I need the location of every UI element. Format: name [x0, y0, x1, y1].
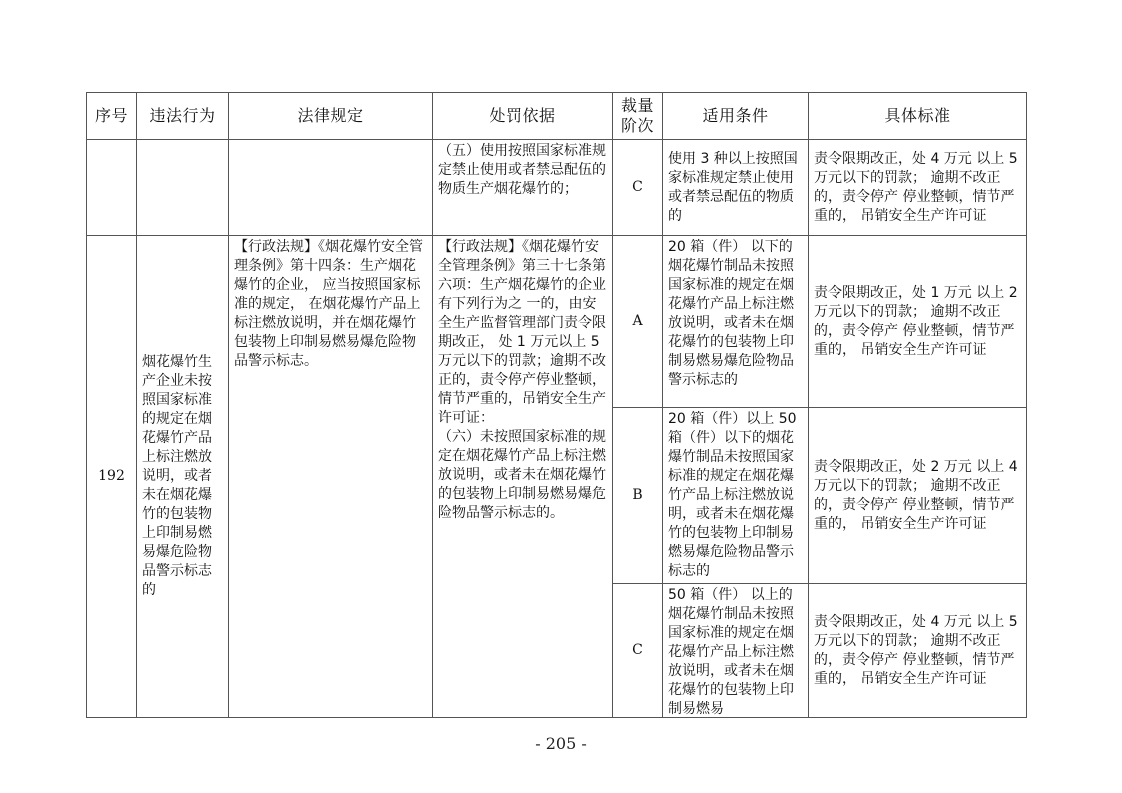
standard-b-text: 责令限期改正，处 2 万元 以上 4 万元以下的罚款； 逾期不改正的，责令停产 停业整顿，情节严重的， 吊销安全生产许可证 — [814, 458, 1023, 532]
standard-c-text: 责令限期改正，处 4 万元 以上 5 万元以下的罚款； 逾期不改正的，责令停产 停业整顿，情节严重的， 吊销安全生产许可证 — [814, 613, 1023, 687]
cell-condition-a — [663, 236, 809, 408]
law-text: 【行政法规】《烟花爆竹安全管理条例》第十四条：生产烟花爆竹的企业， 应当按照国家标准的规定， 在烟花爆竹产品上标注燃放说明，并在烟花爆竹包装物上印制易燃易爆危险物品警示标志。 — [234, 239, 423, 369]
header-standard: 具体标准 — [809, 93, 1027, 140]
cell-condition-continued — [663, 140, 809, 236]
cell-penalty-continued — [433, 140, 613, 236]
penalty-text: 【行政法规】《烟花爆竹安全管理条例》第三十七条第六项：生产烟花爆竹的企业有下列行为之 一的，由安全生产监督管理部门责令限期改正， 处 1 万元以上 5 万元以下的罚款；逾期不改正的，责令停产停业整顿，情节严重的，吊销安全生产许可证： （六）未按照国家标准的规定在烟花爆竹产品上标注燃放说明，或者未在烟花爆竹的包装物上印制易燃易爆危险物品警示标志的。 — [438, 239, 606, 521]
header-level: 裁量 阶次 — [613, 93, 663, 140]
penalty-continued-text: （五）使用按照国家标准规定禁止使用或者禁忌配伍的物质生产烟花爆竹的； — [438, 143, 606, 197]
cell-level-continued: C — [613, 140, 663, 236]
header-condition: 适用条件 — [663, 93, 809, 140]
cell-violation-empty — [137, 140, 229, 236]
standard-continued-text: 责令限期改正，处 4 万元 以上 5 万元以下的罚款； 逾期不改正的，责令停产 停业整顿，情节严重的， 吊销安全生产许可证 — [814, 150, 1023, 224]
cell-standard-c — [809, 584, 1027, 718]
condition-b-text: 20 箱（件）以上 50 箱（件）以下的烟花爆竹制品未按照国家标准的规定在烟花爆竹产品上标注燃放说明，或者未在烟花爆竹的包装物上印制易燃易爆危险物品警示标志的 — [668, 411, 801, 579]
violation-text: 烟花爆竹生产企业未按照国家标准的规定在烟花爆竹产品上标注燃放说明，或者未在烟花爆竹的包装物上印制易燃易爆危险物品警示标志的 — [142, 354, 212, 598]
header-penalty: 处罚依据 — [433, 93, 613, 140]
condition-continued-text: 使用 3 种以上按照国家标准规定禁止使用或者禁忌配伍的物质的 — [668, 150, 798, 224]
cell-level-a: A — [613, 236, 663, 408]
cell-condition-b — [663, 408, 809, 584]
cell-violation — [137, 236, 229, 718]
penalty-standards-table — [86, 92, 1027, 718]
table-header-row — [87, 93, 1027, 140]
table-row-tier-a — [87, 236, 1027, 408]
header-seq: 序号 — [87, 93, 137, 140]
condition-c-text: 50 箱（件） 以上的烟花爆竹制品未按照国家标准的规定在烟花爆竹产品上标注燃放说明，或者未在烟花爆竹的包装物上印制易燃易 — [668, 587, 794, 717]
page-number: - 205 - — [535, 734, 587, 753]
cell-seq-empty — [87, 140, 137, 236]
cell-level-c: C — [613, 584, 663, 718]
cell-penalty — [433, 236, 613, 718]
header-violation: 违法行为 — [137, 93, 229, 140]
cell-seq: 192 — [87, 236, 137, 718]
cell-law-empty — [229, 140, 433, 236]
cell-standard-a — [809, 236, 1027, 408]
condition-a-text: 20 箱（件） 以下的烟花爆竹制品未按照国家标准的规定在烟花爆竹产品上标注燃放说明，或者未在烟花爆竹的包装物上印制易燃易爆危险物品警示标志的 — [668, 239, 794, 388]
table-row-continued — [87, 140, 1027, 236]
cell-standard-continued — [809, 140, 1027, 236]
cell-standard-b — [809, 408, 1027, 584]
header-law: 法律规定 — [229, 93, 433, 140]
cell-law — [229, 236, 433, 718]
cell-level-b: B — [613, 408, 663, 584]
standard-a-text: 责令限期改正，处 1 万元 以上 2 万元以下的罚款； 逾期不改正的，责令停产 停业整顿，情节严重的， 吊销安全生产许可证 — [814, 284, 1023, 358]
cell-condition-c — [663, 584, 809, 718]
